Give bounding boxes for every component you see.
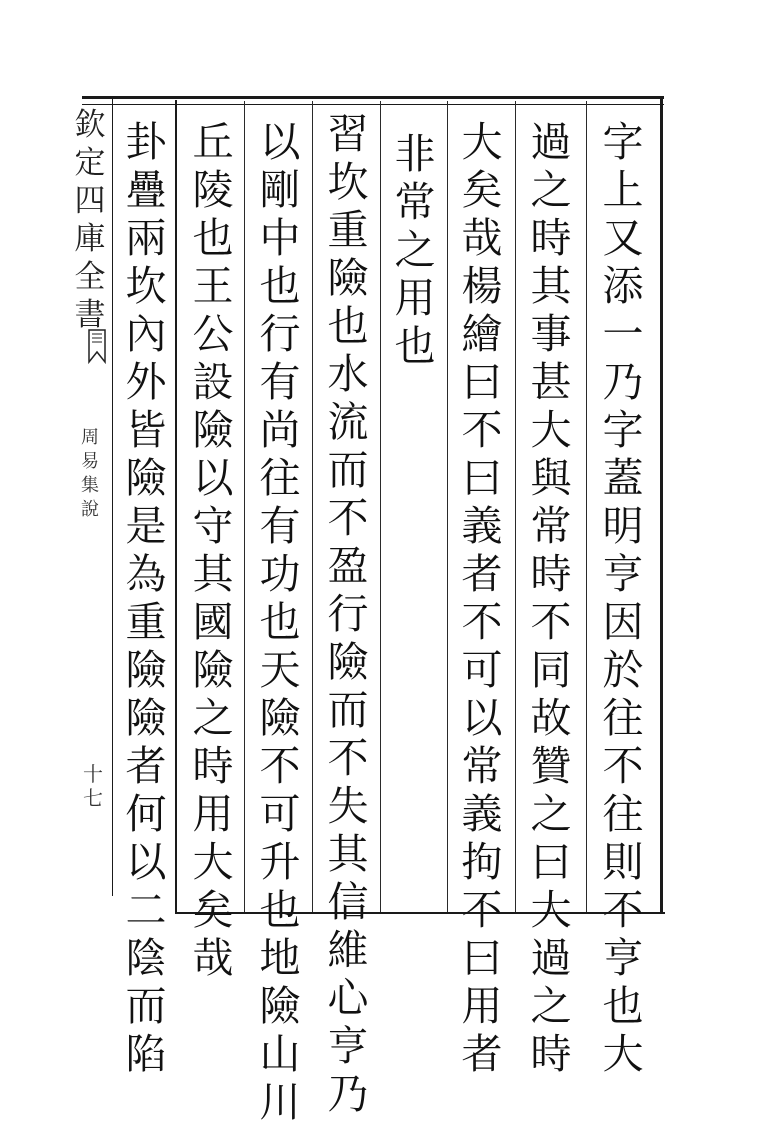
character: 二	[125, 886, 167, 934]
column-rule	[380, 101, 381, 912]
character: 不	[602, 742, 644, 790]
character: 險	[259, 982, 301, 1030]
character: 國	[192, 598, 234, 646]
text-column-6	[256, 118, 304, 1126]
character: 因	[602, 598, 644, 646]
character: 內	[125, 310, 167, 358]
character: 時	[192, 742, 234, 790]
character: 也	[394, 322, 436, 370]
character: 天	[259, 646, 301, 694]
character: 卦	[125, 118, 167, 166]
column-rule	[586, 101, 587, 912]
character: 失	[327, 782, 369, 830]
character: 常	[530, 502, 572, 550]
character: 以	[259, 118, 301, 166]
character: 其	[327, 830, 369, 878]
character: 險	[327, 254, 369, 302]
character: 陷	[125, 1030, 167, 1078]
character: 皆	[125, 406, 167, 454]
character: 險	[192, 406, 234, 454]
character: 哉	[192, 934, 234, 982]
character: 往	[259, 454, 301, 502]
character: 用	[461, 982, 503, 1030]
character: 亨	[602, 934, 644, 982]
character: 不	[461, 598, 503, 646]
character: 以	[125, 838, 167, 886]
character: 行	[259, 310, 301, 358]
character: 以	[461, 694, 503, 742]
character: 也	[259, 598, 301, 646]
frame-right-rule	[660, 96, 663, 914]
character: 而	[327, 686, 369, 734]
spine-character: 庫	[74, 221, 106, 257]
character: 有	[259, 502, 301, 550]
column-rule	[244, 101, 245, 912]
character: 大	[461, 118, 503, 166]
character: 水	[327, 350, 369, 398]
character: 與	[530, 454, 572, 502]
spine-character: 書	[74, 297, 106, 333]
character: 甚	[530, 358, 572, 406]
character: 也	[602, 982, 644, 1030]
character: 陰	[125, 934, 167, 982]
character: 也	[327, 302, 369, 350]
text-column-8	[122, 118, 170, 1078]
character: 義	[461, 790, 503, 838]
spine-title	[72, 106, 108, 334]
character: 哉	[461, 214, 503, 262]
text-column-2	[527, 118, 575, 1078]
column-rule	[515, 101, 516, 912]
spine-character: 周	[81, 427, 99, 448]
character: 曰	[461, 934, 503, 982]
character: 曰	[530, 838, 572, 886]
character: 往	[602, 790, 644, 838]
character: 字	[602, 406, 644, 454]
character: 不	[461, 886, 503, 934]
character: 不	[327, 734, 369, 782]
character: 坎	[125, 262, 167, 310]
character: 繪	[461, 310, 503, 358]
character: 曰	[461, 358, 503, 406]
character: 之	[394, 226, 436, 274]
character: 也	[259, 886, 301, 934]
character: 過	[530, 934, 572, 982]
character: 之	[192, 694, 234, 742]
character: 又	[602, 214, 644, 262]
character: 字	[602, 118, 644, 166]
character: 不	[327, 494, 369, 542]
character: 亨	[327, 1022, 369, 1070]
fore-edge-rule	[112, 96, 113, 896]
character: 者	[461, 1030, 503, 1078]
character: 曰	[461, 454, 503, 502]
character: 設	[192, 358, 234, 406]
character: 常	[394, 178, 436, 226]
character: 乃	[602, 358, 644, 406]
character: 非	[394, 130, 436, 178]
spine-character: 全	[74, 259, 106, 295]
character: 大	[530, 886, 572, 934]
character: 時	[530, 1030, 572, 1078]
character: 以	[192, 454, 234, 502]
character: 一	[602, 310, 644, 358]
character: 丘	[192, 118, 234, 166]
spine-book-title	[76, 426, 104, 522]
character: 不	[259, 742, 301, 790]
column-rule	[312, 101, 313, 912]
character: 之	[530, 982, 572, 1030]
spine-character: 易	[81, 451, 99, 472]
character: 之	[530, 790, 572, 838]
character: 者	[461, 550, 503, 598]
spine-character: 集	[81, 475, 99, 496]
character: 險	[192, 646, 234, 694]
spine-character: 四	[74, 183, 106, 219]
character: 兩	[125, 214, 167, 262]
character: 乃	[327, 1070, 369, 1118]
character: 險	[125, 694, 167, 742]
text-column-1	[599, 118, 647, 1078]
character: 用	[192, 790, 234, 838]
character: 用	[394, 274, 436, 322]
character: 陵	[192, 166, 234, 214]
character: 贊	[530, 742, 572, 790]
character: 升	[259, 838, 301, 886]
character: 流	[327, 398, 369, 446]
character: 添	[602, 262, 644, 310]
character: 剛	[259, 166, 301, 214]
character: 險	[125, 646, 167, 694]
character: 也	[192, 214, 234, 262]
text-column-5	[324, 110, 372, 1118]
character: 公	[192, 310, 234, 358]
frame-left-rule	[175, 100, 177, 912]
character: 而	[125, 982, 167, 1030]
character: 外	[125, 358, 167, 406]
character: 者	[125, 742, 167, 790]
fish-tail-ornament	[88, 328, 106, 364]
character: 險	[327, 638, 369, 686]
character: 大	[530, 406, 572, 454]
character: 楊	[461, 262, 503, 310]
character: 維	[327, 926, 369, 974]
character: 為	[125, 550, 167, 598]
character: 習	[327, 110, 369, 158]
character: 守	[192, 502, 234, 550]
frame-top-rule	[82, 96, 664, 105]
character: 川	[259, 1078, 301, 1126]
character: 亨	[602, 550, 644, 598]
spine-character: 欽	[74, 107, 106, 143]
character: 信	[327, 878, 369, 926]
character: 則	[602, 838, 644, 886]
character: 過	[530, 118, 572, 166]
character: 可	[259, 790, 301, 838]
character: 矣	[192, 886, 234, 934]
character: 時	[530, 214, 572, 262]
character: 往	[602, 694, 644, 742]
character: 不	[461, 406, 503, 454]
character: 功	[259, 550, 301, 598]
character: 重	[327, 206, 369, 254]
text-column-4	[391, 130, 439, 370]
character: 尚	[259, 406, 301, 454]
character: 常	[461, 742, 503, 790]
spine-character: 說	[81, 499, 99, 520]
character: 於	[602, 646, 644, 694]
character: 而	[327, 446, 369, 494]
character: 中	[259, 214, 301, 262]
character: 大	[602, 1030, 644, 1078]
character: 何	[125, 790, 167, 838]
character: 山	[259, 1030, 301, 1078]
character: 可	[461, 646, 503, 694]
character: 險	[125, 454, 167, 502]
character: 大	[192, 838, 234, 886]
character: 重	[125, 598, 167, 646]
character: 其	[192, 550, 234, 598]
character: 王	[192, 262, 234, 310]
spine-character: 定	[74, 145, 106, 181]
character: 不	[602, 886, 644, 934]
character: 也	[259, 262, 301, 310]
character: 明	[602, 502, 644, 550]
column-rule	[447, 101, 448, 912]
character: 時	[530, 550, 572, 598]
text-column-7	[189, 118, 237, 982]
character: 盈	[327, 542, 369, 590]
character: 坎	[327, 158, 369, 206]
character: 有	[259, 358, 301, 406]
character: 同	[530, 646, 572, 694]
spine-page-number: 十七	[83, 762, 103, 810]
text-column-3	[458, 118, 506, 1078]
character: 蓋	[602, 454, 644, 502]
character: 其	[530, 262, 572, 310]
character: 拘	[461, 838, 503, 886]
character: 是	[125, 502, 167, 550]
character: 故	[530, 694, 572, 742]
character: 不	[530, 598, 572, 646]
character: 義	[461, 502, 503, 550]
frame-bottom-rule	[175, 912, 665, 914]
character: 疊	[125, 166, 167, 214]
character: 地	[259, 934, 301, 982]
character: 行	[327, 590, 369, 638]
character: 矣	[461, 166, 503, 214]
character: 事	[530, 310, 572, 358]
character: 險	[259, 694, 301, 742]
character: 上	[602, 166, 644, 214]
character: 心	[327, 974, 369, 1022]
character: 之	[530, 166, 572, 214]
